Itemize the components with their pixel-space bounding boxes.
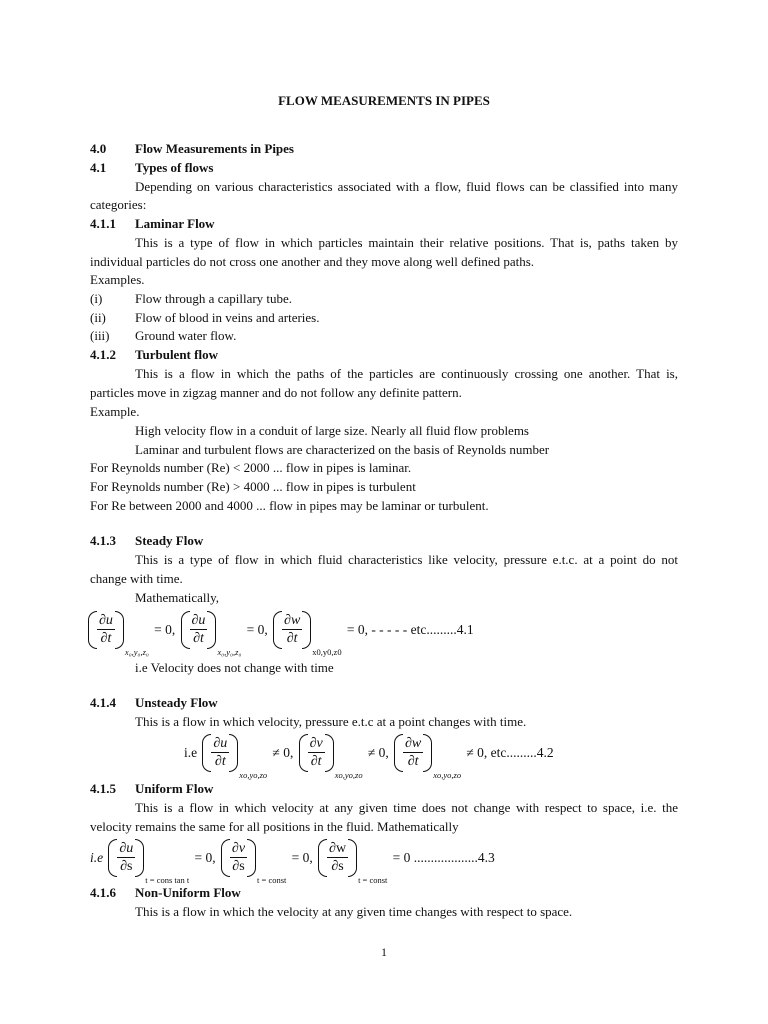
denominator: ∂s: [232, 859, 245, 874]
paragraph-line: change with time.: [90, 571, 183, 586]
numerator: ∂v: [309, 736, 323, 751]
subscript: xo,yo,zo: [239, 769, 268, 780]
denominator: ∂t: [193, 631, 204, 646]
paragraph-line: particles move in zigzag manner and do not follow any definite pattern.: [90, 385, 462, 400]
subscript: t = const: [257, 874, 287, 885]
list-item: Ground water flow.: [135, 328, 237, 343]
paragraph-line: For Re between 2000 and 4000 ... flow in pipes may be laminar or turbulent.: [90, 498, 489, 513]
page-number: 1: [381, 945, 387, 959]
paragraph-line: Depending on various characteristics associated with a flow, fluid flows can be classified into many: [135, 179, 678, 194]
subscript: xo,yo,zo: [433, 769, 462, 780]
subscript: x₀,y₀,z₀: [217, 646, 242, 657]
numerator: ∂u: [213, 736, 228, 751]
section-number: 4.1.3: [90, 533, 116, 548]
denominator: ∂t: [214, 754, 226, 769]
paragraph-line: This is a type of flow in which fluid characteristics like velocity, pressure e.t.c. at a point do not: [135, 552, 678, 567]
numerator: ∂w: [284, 613, 301, 628]
section-number: 4.1: [90, 160, 107, 175]
section-heading: Turbulent flow: [135, 347, 218, 362]
paragraph-line: This is a type of flow in which particles maintain their relative positions. That is, paths taken by: [135, 235, 678, 250]
numerator: ∂u: [99, 613, 113, 628]
equation-relation: ≠ 0,: [272, 745, 294, 760]
paragraph-line: categories:: [90, 197, 147, 212]
section-number: 4.1.2: [90, 347, 116, 362]
subscript: xo,yo,zo: [334, 769, 363, 780]
section-number: 4.1.4: [90, 695, 116, 710]
equation-relation: ≠ 0, etc.........4.2: [466, 745, 554, 760]
subscript: t = const: [358, 874, 388, 885]
equation-prefix: i.e: [184, 745, 198, 760]
denominator: ∂t: [407, 754, 419, 769]
list-marker: (iii): [90, 328, 110, 343]
section-heading: Unsteady Flow: [135, 695, 218, 710]
denominator: ∂s: [331, 859, 344, 874]
equation-relation: = 0,: [154, 622, 176, 637]
numerator: ∂v: [231, 841, 246, 856]
subscript: x0,y0,z0: [312, 646, 342, 657]
denominator: ∂t: [286, 631, 298, 646]
equation-relation: ≠ 0,: [367, 745, 389, 760]
document-title: FLOW MEASUREMENTS IN PIPES: [278, 93, 490, 108]
paragraph-line: velocity remains the same for all positions in the fluid. Mathematically: [90, 819, 459, 834]
equation-4-2: [182, 733, 556, 780]
list-marker: (i): [90, 291, 103, 306]
paragraph-line: This is a flow in which the paths of the particles are continuously crossing one another. That is,: [135, 366, 678, 381]
section-number: 4.1.6: [90, 885, 116, 900]
paragraph-line: This is a flow in which the velocity at any given time changes with respect to space.: [135, 904, 573, 919]
paragraph-line: i.e Velocity does not change with time: [135, 660, 334, 675]
numerator: ∂u: [191, 613, 206, 628]
subscript: x₀,y₀,z₀: [124, 646, 149, 657]
section-heading: Types of flows: [135, 160, 214, 175]
example-label: Example.: [90, 404, 140, 419]
numerator: ∂w: [329, 841, 347, 856]
denominator: ∂t: [310, 754, 322, 769]
section-number: 4.1.5: [90, 781, 116, 796]
denominator: ∂t: [100, 631, 112, 646]
paragraph-line: individual particles do not cross one another and they move along well defined paths.: [90, 254, 535, 269]
section-heading: Steady Flow: [135, 533, 204, 548]
equation-4-1: [88, 610, 476, 657]
paragraph-line: This is a flow in which velocity, pressure e.t.c at a point changes with time.: [135, 714, 527, 729]
equation-relation: = 0, - - - - - etc.........4.1: [346, 622, 474, 637]
list-marker: (ii): [90, 310, 106, 325]
examples-label: Examples.: [90, 272, 145, 287]
paragraph-line: High velocity flow in a conduit of large size. Nearly all fluid flow problems: [135, 423, 529, 438]
equation-prefix: i.e: [90, 850, 104, 865]
paragraph-line: Mathematically,: [135, 590, 219, 605]
section-number: 4.1.1: [90, 216, 116, 231]
section-heading: Non-Uniform Flow: [135, 885, 241, 900]
section-heading: Uniform Flow: [135, 781, 214, 796]
paragraph-line: Laminar and turbulent flows are characterized on the basis of Reynolds number: [135, 442, 550, 457]
denominator: ∂s: [120, 859, 133, 874]
section-heading: Flow Measurements in Pipes: [135, 141, 294, 156]
equation-relation: = 0,: [246, 622, 268, 637]
numerator: ∂u: [119, 841, 134, 856]
paragraph-line: For Reynolds number (Re) > 4000 ... flow in pipes is turbulent: [90, 479, 416, 494]
section-number: 4.0: [90, 141, 107, 156]
list-item: Flow of blood in veins and arteries.: [135, 310, 320, 325]
subscript: t = cons tan t: [145, 874, 190, 885]
list-item: Flow through a capillary tube.: [135, 291, 293, 306]
equation-4-3: [88, 838, 497, 885]
paragraph-line: For Reynolds number (Re) < 2000 ... flow in pipes is laminar.: [90, 460, 412, 475]
equation-relation: = 0 ...................4.3: [392, 850, 495, 865]
equation-relation: = 0,: [194, 850, 216, 865]
numerator: ∂w: [405, 736, 422, 751]
section-heading: Laminar Flow: [135, 216, 215, 231]
equation-relation: = 0,: [291, 850, 313, 865]
paragraph-line: This is a flow in which velocity at any given time does not change with respect to space, i.e. the: [135, 800, 678, 815]
